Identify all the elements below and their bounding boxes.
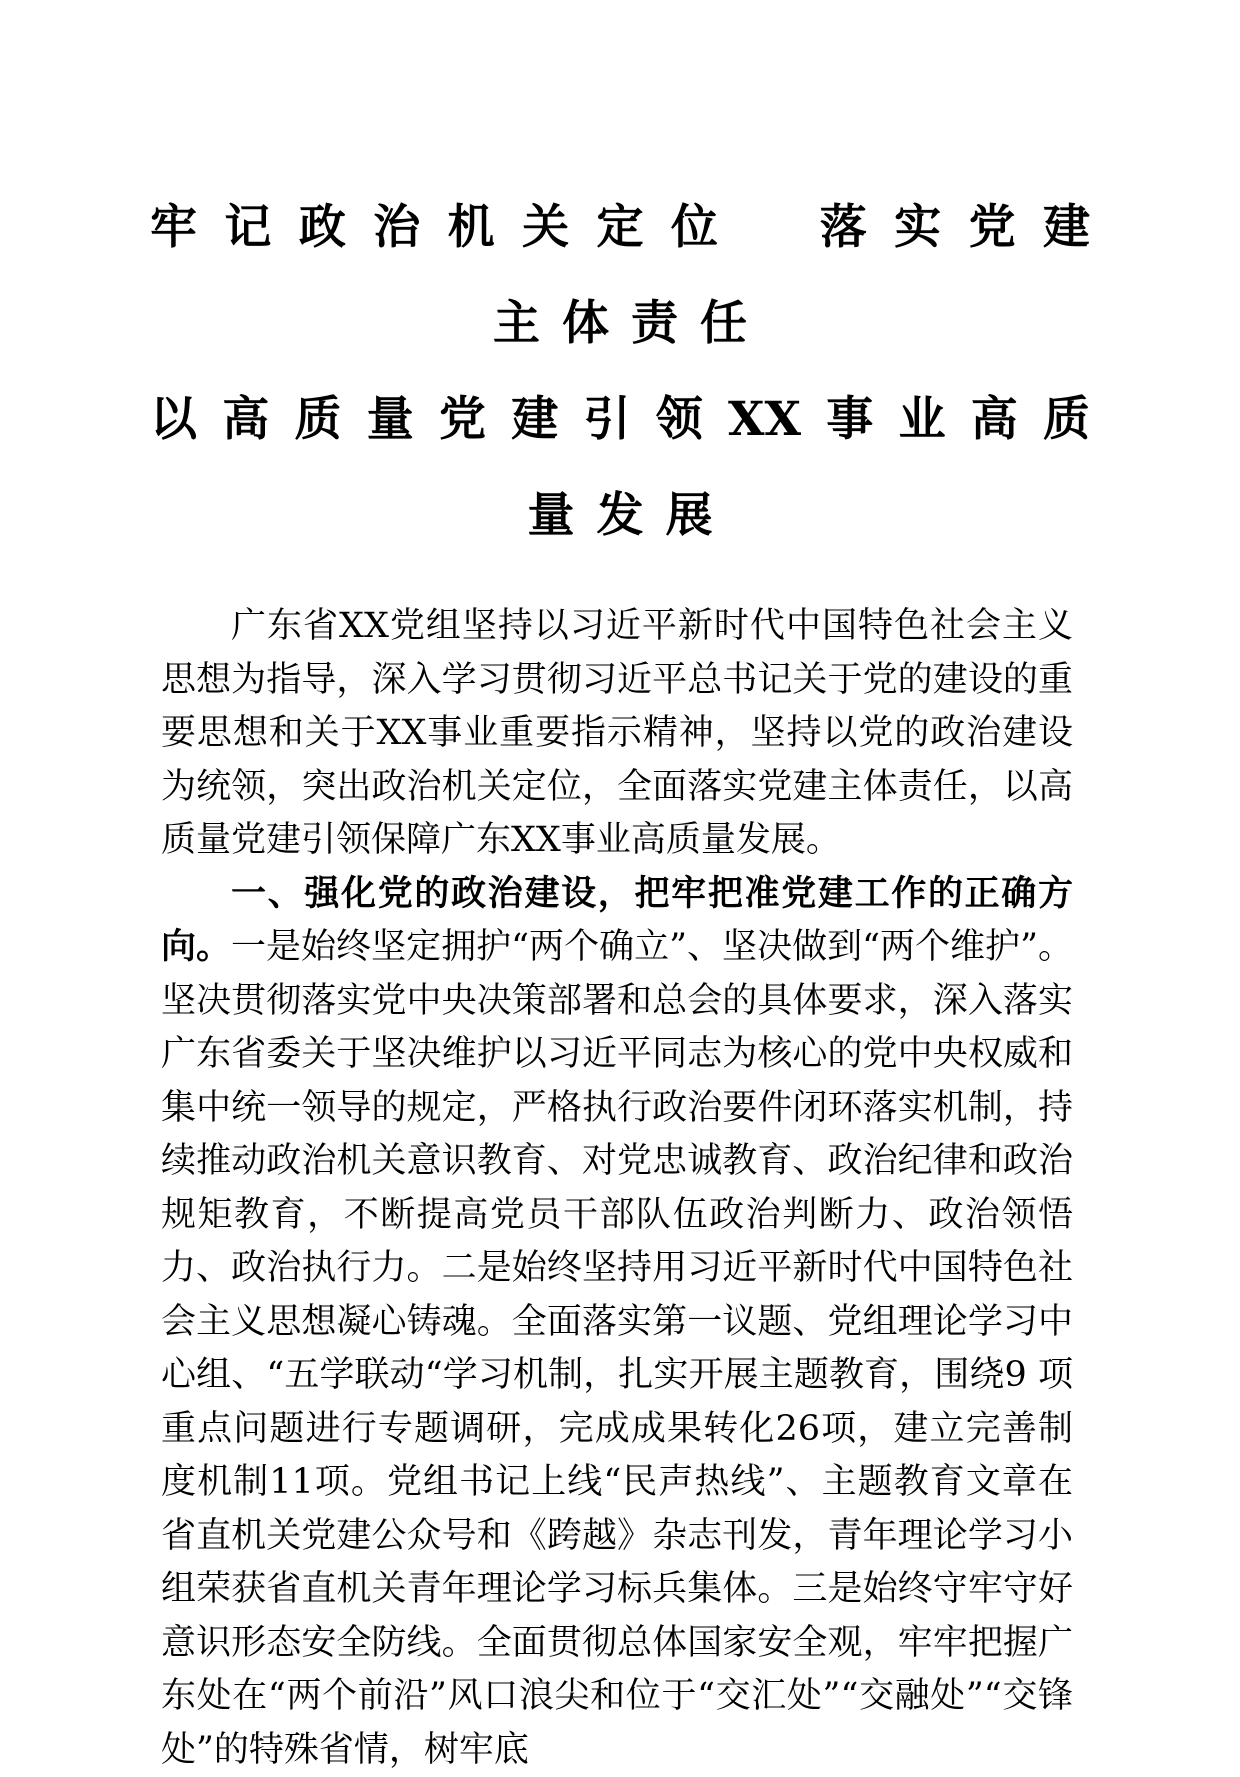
title-line-2: 主体责任 (150, 276, 1090, 372)
document-title (150, 180, 1090, 564)
title-line-3: 以高质量党建引领XX事业高质 (150, 372, 1090, 468)
intro-paragraph: 广东省XX党组坚持以习近平新时代中国特色社会主义思想为指导，深入学习贯彻习近平总书记关于党的建设的重要思想和关于XX事业重要指示精神，坚持以党的政治建设为统领，突出政治机关定位，全面落实党建主体责任，以高质量党建引领保障广东XX事业高质量发展。 (161, 600, 1073, 868)
section-1-text: 一是始终坚定拥护“两个确立”、坚决做到“两个维护”。坚决贯彻落实党中央决策部署和总会的具体要求，深入落实广东省委关于坚决维护以习近平同志为核心的党中央权威和集中统一领导的规定，严格执行政治要件闭环落实机制，持续推动政治机关意识教育、对党忠诚教育、政治纪律和政治规矩教育，不断提高党员干部队伍政治判断力、政治领悟力、政治执行力。二是始终坚持用习近平新时代中国特色社会主义思想凝心铸魂。全面落实第一议题、党组理论学习中心组、“五学联动“学习机制，扎实开展主题教育，围绕9 项重点问题进行专题调研，完成成果转化26项，建立完善制度机制11项。党组书记上线“民声热线”、主题教育文章在省直机关党建公众号和《跨越》杂志刊发，青年理论学习小组荣获省直机关青年理论学习标兵集体。三是始终守牢守好意识形态安全防线。全面贯彻总体国家安全观，牢牢把握广东处在“两个前沿”风口浪尖和位于“交汇处”“交融处”“交锋处”的特殊省情，树牢底 (161, 927, 1073, 1770)
section-1-heading: 一、强化党的政治建设，把牢把准党建工作的正确方向。 (161, 874, 1073, 968)
section-1-paragraph (161, 868, 1073, 1777)
title-line-1: 牢记政治机关定位 落实党建 (150, 180, 1090, 276)
title-line-4: 量发展 (150, 468, 1090, 564)
document-body (161, 600, 1073, 1777)
